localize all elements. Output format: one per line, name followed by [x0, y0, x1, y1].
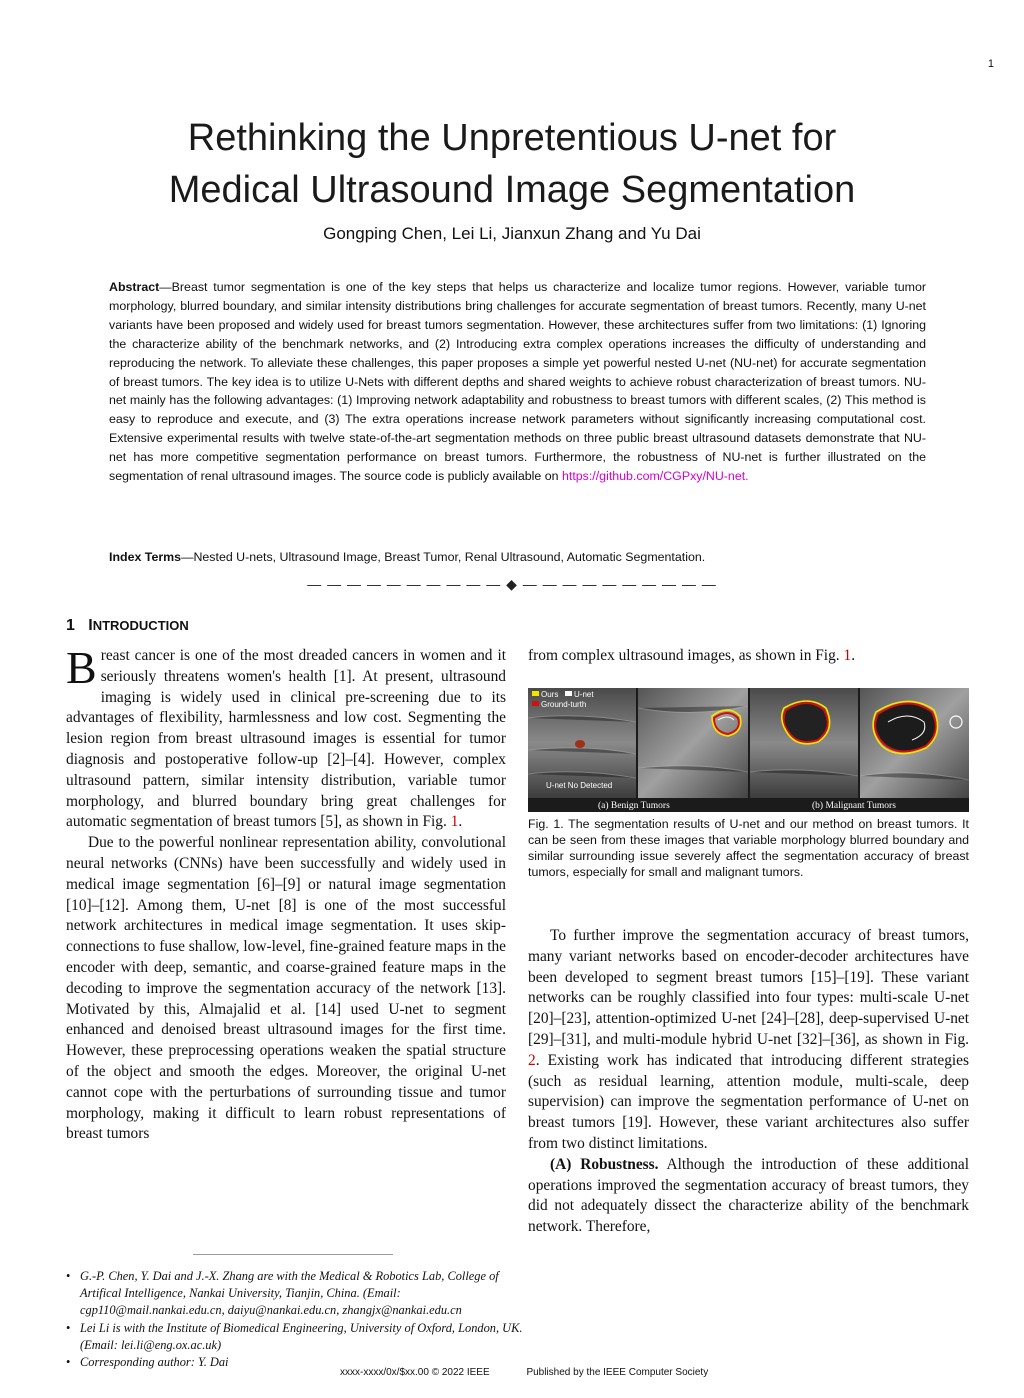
- footer-publisher: Published by the IEEE Computer Society: [526, 1367, 709, 1378]
- section-title-first: I: [88, 617, 93, 634]
- footnote-item: • Lei Li is with the Institute of Biomedical Engineering, University of Oxford, London, UK. (Email: lei.li@eng.ox.ac.uk): [66, 1320, 526, 1354]
- intro-p3-text: To further improve the segmentation accuracy of breast tumors, many variant networks based on encoder-decoder architectures have been developed to segment breast tumors [15]–[19]. These variant networks can be roughly classified into four types: multi-scale U-net [20]–[23], attention-optimized U-net [24]–[28], deep-supervised U-net [29]–[31], and multi-module hybrid U-net [32]–[36], as shown in Fig.: [528, 927, 969, 1048]
- right-column-top: [528, 646, 969, 667]
- source-code-link[interactable]: https://github.com/CGPxy/NU-net.: [561, 469, 749, 484]
- ultrasound-panel-2: [638, 688, 748, 798]
- intro-continuation: [528, 646, 969, 667]
- index-terms-label: Index Terms: [109, 550, 182, 564]
- fig-ref-link[interactable]: 1: [843, 647, 852, 664]
- section-separator: — — — — — — — — — — ◆ — — — — — — — — — —: [307, 576, 717, 592]
- left-column: [66, 642, 506, 1145]
- subcaption-malignant: (b) Malignant Tumors: [812, 801, 896, 811]
- continuation-text: from complex ultrasound images, as shown in Fig.: [528, 647, 844, 664]
- section-title-rest: NTRODUCTION: [92, 618, 189, 633]
- unet-no-detected-label: U-net No Detected: [546, 781, 613, 790]
- footer-copyright: xxxx-xxxx/0x/$xx.00 © 2022 IEEE: [340, 1367, 490, 1378]
- footnotes: [66, 1268, 526, 1371]
- title-line-2: Medical Ultrasound Image Segmentation: [168, 169, 856, 211]
- intro-paragraph-2: Due to the powerful nonlinear representation ability, convolutional neural networks (CNNs) have been successfully and widely used in medical image segmentation [6]–[9] or natural image segmentation [10]–[12]. Among them, U-net [8] is one of the most successful network architectures in medical image segmentation. It uses skip-connections to fuse shallow, low-level, fine-grained feature maps in the encoder with deep, semantic, and coarse-grained feature maps in the decoding to improve the segmentation accuracy of the network [13]. Motivated by this, Almajalid et al. [14] used U-net to segment enhanced and denoised breast ultrasound images for the first time. However, these preprocessing operations weaken the spatial structure of the object and smooth the edges. Moreover, the original U-net cannot cope with the perturbations of surrounding tissue and tumor morphology, making it difficult to learn robust representations of breast tumors: [66, 834, 506, 1143]
- figure-1: [528, 688, 969, 812]
- author-list: Gongping Chen, Lei Li, Jianxun Zhang and Yu Dai: [323, 224, 701, 243]
- footnote-item: • Corresponding author: Y. Dai: [66, 1354, 526, 1371]
- index-terms: [109, 548, 926, 566]
- index-terms-text: —Nested U-nets, Ultrasound Image, Breast Tumor, Renal Ultrasound, Automatic Segmentation.: [181, 550, 706, 564]
- drop-cap: B: [66, 642, 97, 693]
- ground-truth-marker-small: [575, 740, 585, 748]
- intro-p1-text: reast cancer is one of the most dreaded cancers in women and it seriously threatens women's health [1]. At present, ultrasound imaging is widely used in clinical pre-screening due to its advantages of flexibility, harmlessness and low cost. Segmenting the lesion region from breast ultrasound images is essential for tumor diagnosis and postoperative follow-up [2]–[4]. However, complex ultrasound pattern, similar intensity distribution, variable tumor morphology, and blurred boundary bring great challenges for automatic segmentation of breast tumors [5], as shown in Fig.: [66, 647, 506, 831]
- right-column-bottom: [528, 926, 969, 1238]
- paper-title: [0, 112, 1024, 216]
- robustness-label: (A) Robustness.: [550, 1155, 659, 1173]
- fig-ref-link[interactable]: 2: [528, 1051, 536, 1069]
- intro-p4-text: Although the introduction of these additional operations improved the segmentation accuracy of breast tumors, they did not adequately dissect the characterize ability of the benchmark network. Therefore,: [528, 1155, 969, 1236]
- footnote-rule: [193, 1254, 393, 1255]
- figure-1-caption: Fig. 1. The segmentation results of U-net and our method on breast tumors. It can be seen from these images that variable morphology blurred boundary and similar surrounding issue severely affect the segmentation accuracy of breast tumors, especially for small and malignant tumors.: [528, 817, 969, 879]
- intro-paragraph-4: [528, 1155, 969, 1238]
- intro-p3-rest: . Existing work has indicated that introducing different strategies (such as residual learning, attention module, multi-scale, deep supervision) can improve the segmentation performance of U-net on breast tumors [19]. However, these variant architectures also suffer from two distinct limitations.: [528, 1051, 969, 1152]
- page-footer: [340, 1367, 840, 1378]
- subcaption-benign: (a) Benign Tumors: [598, 801, 670, 811]
- intro-paragraph-3: [528, 926, 969, 1155]
- legend-ground-truth: Ground-turth: [541, 700, 587, 709]
- footnote-item: • G.-P. Chen, Y. Dai and J.-X. Zhang are with the Medical & Robotics Lab, College of Artifical Intelligence, Nankai University, Tianjin, China. (Email: cgp110@mail.nankai.edu.cn, daiyu@nankai.edu.cn, zhangjx@nankai.edu.cn: [66, 1268, 526, 1320]
- section-number: 1: [66, 617, 75, 634]
- legend-unet: U-net: [574, 690, 594, 699]
- page-number: 1: [987, 58, 994, 70]
- intro-p1-end: .: [458, 813, 463, 831]
- continuation-end: .: [851, 647, 856, 664]
- abstract-label: Abstract: [109, 280, 160, 294]
- fig-ref-link[interactable]: 1: [450, 813, 459, 831]
- title-line-1: Rethinking the Unpretentious U-net for: [187, 117, 837, 159]
- ground-truth-contour: [875, 703, 936, 751]
- legend-ours: Ours: [541, 690, 559, 699]
- section-heading-introduction: [66, 617, 189, 635]
- ultrasound-figure-image: [528, 688, 969, 812]
- intro-paragraph-1: [66, 642, 506, 833]
- abstract-text: —Breast tumor segmentation is one of the key steps that helps us characterize and localize tumor regions. However, variable tumor morphology, blurred boundary, and similar intensity distributions bring challenges for accurate segmentation of breast tumors. Recently, many U-net variants have been proposed and widely used for breast tumors segmentation. However, these architectures suffer from two limitations: (1) Ignoring the characterize ability of the benchmark networks, and (2) Introducing extra complex operations increases the difficulty of understanding and reproducing the network. To alleviate these challenges, this paper proposes a simple yet powerful nested U-net (NU-net) for accurate segmentation of breast tumors. The key idea is to utilize U-Nets with different depths and shared weights to achieve robust characterization of breast tumors. NU-net mainly has the following advantages: (1) Improving network adaptability and robustness to breast tumors with different scales, (2) This method is easy to reproduce and execute, and (3) The extra operations increase network parameters without significantly increasing computational cost. Extensive experimental results with twelve state-of-the-art segmentation methods on three public breast ultrasound datasets demonstrate that NU-net has more competitive segmentation performance on breast tumors. Furthermore, the robustness of NU-net is further illustrated on the segmentation of renal ultrasound images. The source code is publicly available on: [109, 280, 926, 484]
- subcaption-bar: [528, 798, 969, 812]
- abstract: [109, 278, 926, 486]
